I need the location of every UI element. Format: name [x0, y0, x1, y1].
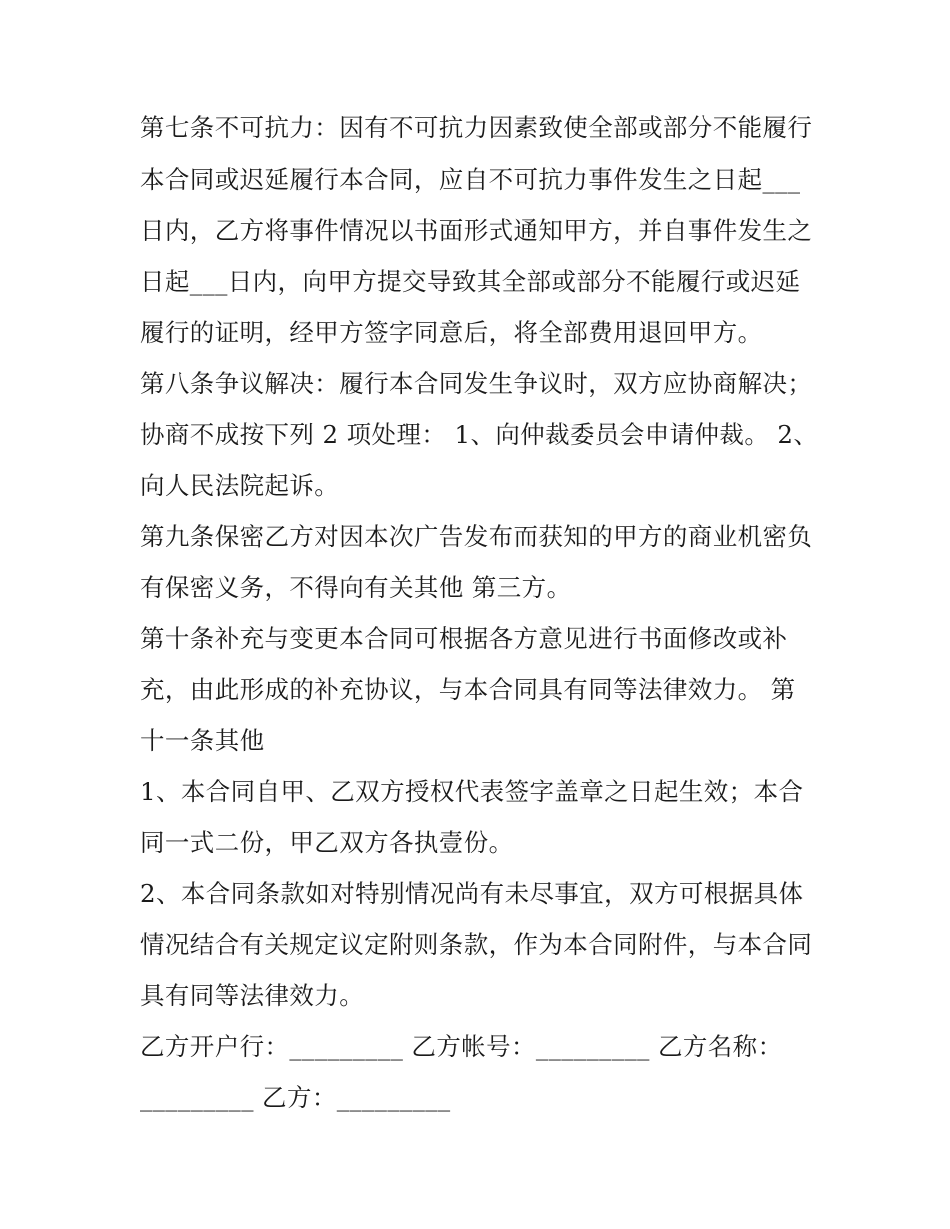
text-line: 同一式二份，甲乙双方各执壹份。	[140, 828, 514, 857]
text-line: 第八条争议解决：履行本合同发生争议时，双方应协商解决；	[140, 369, 813, 398]
text-line: 日内，乙方将事件情况以书面形式通知甲方，并自事件发生之	[140, 216, 813, 245]
text-line: 1、本合同自甲、乙双方授权代表签字盖章之日起生效；本合	[140, 777, 804, 806]
text-line: 第九条保密乙方对因本次广告发布而获知的甲方的商业机密负	[140, 522, 813, 551]
text-line: 第七条不可抗力：因有不可抗力因素致使全部或部分不能履行	[140, 113, 813, 142]
text-line: 乙方开户行：_________ 乙方帐号：_________ 乙方名称：	[140, 1032, 783, 1061]
text-line: 协商不成按下列 2 项处理： 1、向仲裁委员会申请仲裁。 2、	[140, 420, 819, 449]
text-line: 第十条补充与变更本合同可根据各方意见进行书面修改或补	[140, 624, 788, 653]
text-line: 具有同等法律效力。	[140, 981, 365, 1010]
text-line: 履行的证明，经甲方签字同意后，将全部费用退回甲方。	[140, 318, 763, 347]
text-line: 情况结合有关规定议定附则条款，作为本合同附件，与本合同	[140, 930, 813, 959]
text-line: 本合同或迟延履行本合同，应自不可抗力事件发生之日起___	[140, 165, 801, 194]
text-line: 十一条其他	[140, 726, 265, 755]
text-line: 有保密义务，不得向有关其他 第三方。	[140, 573, 572, 602]
text-line: 2、本合同条款如对特别情况尚有未尽事宜，双方可根据具体	[140, 879, 804, 908]
text-line: 日起___日内，向甲方提交导致其全部或部分不能履行或迟延	[140, 267, 801, 296]
text-line: 向人民法院起诉。	[140, 471, 340, 500]
text-line: _________ 乙方：_________	[140, 1083, 451, 1112]
text-line: 充，由此形成的补充协议，与本合同具有同等法律效力。 第	[140, 675, 796, 704]
